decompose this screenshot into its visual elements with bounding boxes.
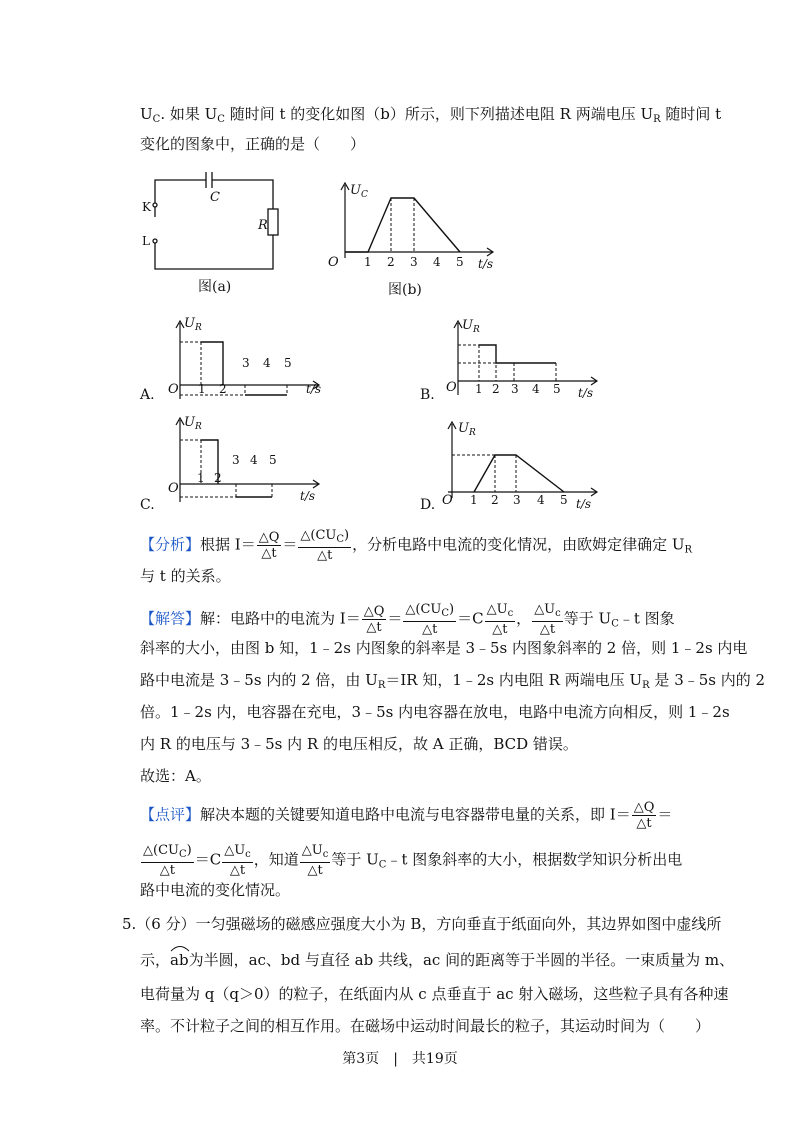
option-d-tick-5: 5 bbox=[560, 493, 568, 507]
label-r: R bbox=[258, 218, 268, 233]
option-b-ylabel: $U_R$ bbox=[462, 318, 480, 335]
figure-a-caption: 图(a) bbox=[198, 279, 232, 295]
figure-b-series-line bbox=[345, 198, 460, 252]
option-c-label: C. bbox=[140, 497, 155, 513]
option-d-ylabel: $U_R$ bbox=[458, 421, 476, 438]
option-d-origin: O bbox=[442, 493, 453, 508]
question5-line-4: 率。不计粒子之间的相互作用。在磁场中运动时间最长的粒子，其运动时间为（ ） bbox=[140, 1017, 711, 1035]
option-b-origin: O bbox=[446, 380, 457, 395]
question5-line-2: 示， ab为半圆，ac、bd 与直径 ab 共线，ac 间的距离等于半圆的半径。一束质量为 m、 bbox=[140, 950, 734, 970]
figure-b-tick-4: 4 bbox=[433, 255, 441, 269]
answer-tag: 【解答】 bbox=[140, 609, 201, 628]
option-c-tick-2: 2 bbox=[214, 471, 222, 485]
comment-tag: 【点评】 bbox=[140, 805, 201, 824]
option-d-xlabel: t/s bbox=[576, 497, 592, 511]
figure-b-caption: 图(b) bbox=[388, 282, 422, 298]
option-c-chart bbox=[160, 412, 330, 517]
option-a-label: A. bbox=[140, 387, 155, 403]
option-c-xlabel: t/s bbox=[300, 489, 316, 503]
option-a-tick-1: 1 bbox=[198, 382, 206, 396]
intro-line-1: $U_C$. 如果 $U_C$ 随时间 t 的变化如图（b）所示，则下列描述电阻 R 两端电压 $U_R$ 随时间 t bbox=[140, 105, 722, 125]
figure-b-ylabel: $U_C$ bbox=[350, 183, 368, 200]
fraction: $\frac{\triangle U_c}{\triangle t}$ bbox=[224, 843, 251, 878]
analysis-tag: 【分析】 bbox=[140, 535, 201, 554]
answer-choice: 故选：A。 bbox=[140, 767, 211, 785]
option-a-tick-4: 4 bbox=[263, 356, 271, 370]
option-a-chart bbox=[160, 315, 330, 415]
option-c-origin: O bbox=[168, 481, 179, 496]
figure-b-origin: O bbox=[328, 255, 339, 270]
question5-line-3: 电荷量为 q（q＞0）的粒子，在纸面内从 c 点垂直于 ac 射入磁场，这些粒子具有各种速 bbox=[140, 985, 729, 1003]
analysis-line-2: 与 t 的关系。 bbox=[140, 567, 231, 585]
option-b-tick-1: 1 bbox=[475, 382, 483, 396]
option-b-label: B. bbox=[420, 387, 435, 403]
option-c-tick-3: 3 bbox=[232, 453, 240, 467]
option-a-tick-2: 2 bbox=[219, 382, 227, 396]
figure-b-xlabel: t/s bbox=[478, 257, 494, 271]
figure-b-chart bbox=[310, 170, 510, 300]
answer-line-5: 内 R 的电压与 3﹣5s 内 R 的电压相反，故 A 正确，BCD 错误。 bbox=[140, 735, 578, 753]
option-d-tick-3: 3 bbox=[513, 493, 521, 507]
fraction: $\frac{\triangle U_c}{\triangle t}$ bbox=[486, 602, 514, 637]
option-c-tick-5: 5 bbox=[269, 453, 277, 467]
label-l: L bbox=[142, 234, 150, 248]
answer-line-4: 倍。1﹣2s 内，电容器在充电，3﹣5s 内电容器在放电，电路中电流方向相反，则 1﹣2s bbox=[140, 703, 730, 721]
fraction: $\frac{\triangle U_c}{\triangle t}$ bbox=[301, 843, 329, 878]
option-a-tick-5: 5 bbox=[284, 356, 292, 370]
figure-b-tick-5: 5 bbox=[456, 255, 464, 269]
option-b-tick-3: 3 bbox=[511, 382, 519, 396]
fraction: $\frac{\triangle(CU_C)}{\triangle t}$ bbox=[143, 843, 192, 878]
comment-line-1: 【点评】解决本题的关键要知道电路中电流与电容器带电量的关系，即 I＝ $\frac{\triangle Q}{\triangle t}$ ＝ bbox=[140, 800, 673, 831]
fraction: $\frac{\triangle U_c}{\triangle t}$ bbox=[534, 602, 561, 637]
option-b-xlabel: t/s bbox=[578, 386, 594, 400]
option-a-ylabel: $U_R$ bbox=[184, 316, 202, 333]
option-b-tick-5: 5 bbox=[553, 382, 561, 396]
figure-a-circuit bbox=[140, 165, 290, 305]
figure-b-tick-1: 1 bbox=[364, 255, 372, 269]
option-d-chart bbox=[438, 418, 608, 518]
option-c-ylabel: $U_R$ bbox=[184, 415, 202, 432]
comment-line-2: $\frac{\triangle(CU_C)}{\triangle t}$ ＝C $\frac{\triangle U_c}{\triangle t}$ ，知道 $\frac{\triangle U_c}{\triangle t}$ 等于 $U_C﹣t$ 图象斜率的大小，根据数学知识分析出电 bbox=[143, 843, 683, 878]
option-a-origin: O bbox=[168, 382, 179, 397]
figure-b-tick-2: 2 bbox=[387, 255, 395, 269]
intro-line-2: 变化的图象中，正确的是（ ） bbox=[140, 135, 366, 153]
comment-line-3: 路中电流的变化情况。 bbox=[140, 881, 291, 899]
option-b-tick-2: 2 bbox=[492, 382, 500, 396]
page-footer: 第3页 | 共19页 bbox=[342, 1051, 458, 1067]
option-c-tick-1: 1 bbox=[197, 471, 205, 485]
arc-ab: ab bbox=[170, 950, 189, 970]
answer-line-2: 斜率的大小，由图 b 知，1﹣2s 内图象的斜率是 3﹣5s 内图象斜率的 2 倍，则 1﹣2s 内电 bbox=[140, 639, 748, 657]
option-d-tick-4: 4 bbox=[537, 493, 545, 507]
fraction: $\frac{\triangle Q}{\triangle t}$ bbox=[633, 800, 655, 831]
option-c-tick-4: 4 bbox=[250, 453, 258, 467]
option-a-xlabel: t/s bbox=[306, 382, 322, 396]
label-c: C bbox=[210, 190, 220, 205]
fraction: $\frac{\triangle(CU_C)}{\triangle t}$ bbox=[405, 602, 455, 637]
fraction: $\frac{\triangle(CU_C)}{\triangle t}$ bbox=[300, 528, 350, 563]
option-d-label: D. bbox=[420, 497, 436, 513]
option-a-tick-3: 3 bbox=[242, 356, 250, 370]
figure-b-tick-3: 3 bbox=[410, 255, 418, 269]
answer-line-3: 路中电流是 3﹣5s 内的 2 倍，由 $U_R=IR$ 知，1﹣2s 内电阻 R 两端电压 $U_R$ 是 3﹣5s 内的 2 bbox=[140, 671, 766, 691]
option-d-tick-2: 2 bbox=[491, 493, 499, 507]
analysis-line-1: 【分析】根据 I＝ $\frac{\triangle Q}{\triangle t}$ ＝ $\frac{\triangle(CU_C)}{\triangle t}$ ，分析电路中电流的变化情况，由欧姆定律确定 $U_R$ bbox=[140, 528, 693, 563]
option-d-tick-1: 1 bbox=[470, 493, 478, 507]
question5-line-1: 5.（6 分）一匀强磁场的磁感应强度大小为 B，方向垂直于纸面向外，其边界如图中虚线所 bbox=[122, 915, 722, 933]
answer-line-1: 【解答】解：电路中的电流为 I＝ $\frac{\triangle Q}{\triangle t}$ ＝ $\frac{\triangle(CU_C)}{\triangle t}$ ＝C $\frac{\triangle U_c}{\triangle t}$ ， $\frac{\triangle U_c}{\triangle t}$ 等于 $U_C﹣t$ 图象 bbox=[140, 602, 675, 637]
label-k: K bbox=[142, 200, 151, 214]
fraction: $\frac{\triangle Q}{\triangle t}$ bbox=[363, 604, 385, 635]
option-b-chart bbox=[438, 315, 608, 415]
option-b-tick-4: 4 bbox=[532, 382, 540, 396]
fraction: $\frac{\triangle Q}{\triangle t}$ bbox=[258, 530, 280, 561]
